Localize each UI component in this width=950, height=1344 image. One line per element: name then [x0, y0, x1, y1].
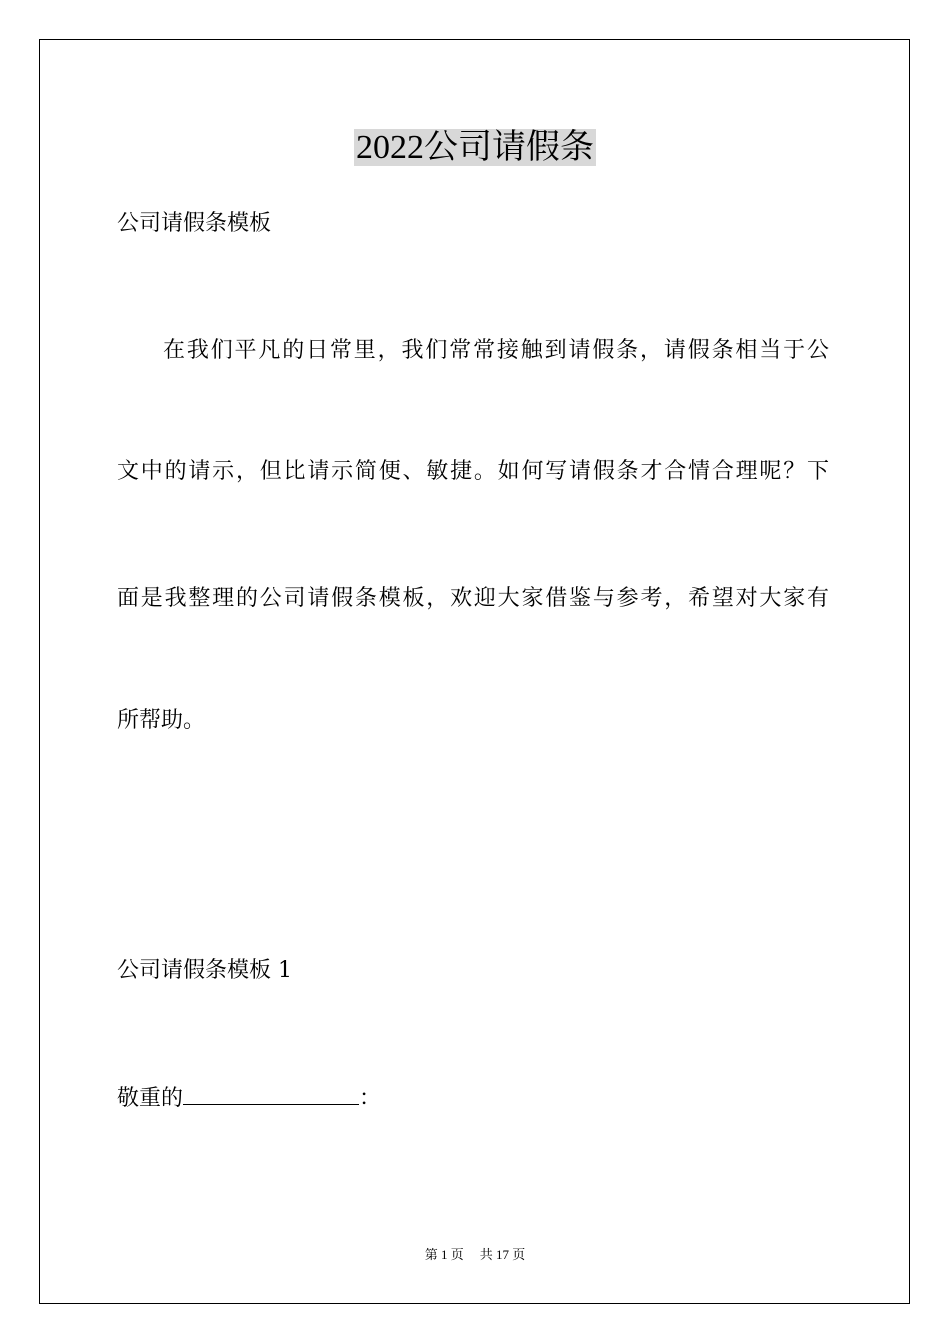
salutation-suffix: ：: [359, 1086, 382, 1111]
salutation-prefix: 敬重的: [117, 1086, 184, 1111]
intro-line-1: 在我们平凡的日常里，我们常常接触到请假条，请假条相当于公: [163, 338, 829, 363]
intro-line-3: 面是我整理的公司请假条模板，欢迎大家借鉴与参考，希望对大家有: [117, 586, 829, 611]
intro-line-2: 文中的请示，但比请示简便、敏捷。如何写请假条才合情合理呢？下: [117, 459, 829, 484]
document-title: [0, 124, 950, 172]
document-title-text: 2022公司请假条: [356, 129, 594, 166]
intro-line-4: 所帮助。: [117, 708, 206, 733]
page-number: 第 1 页: [424, 1247, 464, 1262]
recipient-blank-line: [183, 1082, 359, 1105]
page-footer: [0, 1246, 950, 1264]
section-heading: 公司请假条模板 1: [117, 958, 292, 983]
subtitle: 公司请假条模板: [117, 211, 272, 236]
page-total: 共 17 页: [479, 1247, 526, 1262]
salutation: [117, 1082, 381, 1114]
